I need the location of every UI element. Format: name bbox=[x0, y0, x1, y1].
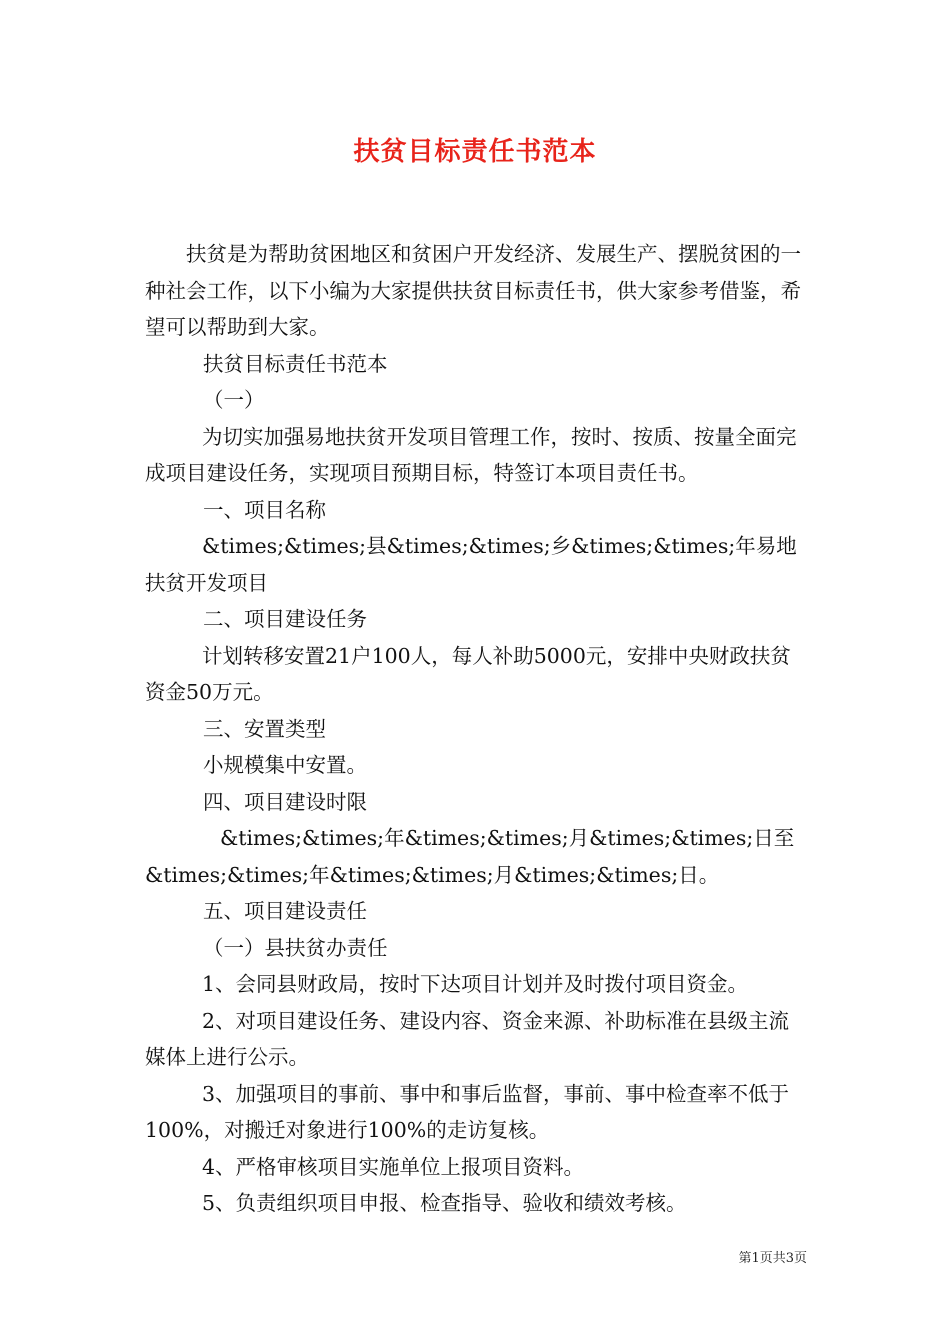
page-title: 扶贫目标责任书范本 bbox=[353, 137, 597, 167]
list-item: 1、会同县财政局，按时下达项目计划并及时拨付项目资金。 bbox=[202, 972, 749, 996]
section-heading-construction-task: 二、项目建设任务 bbox=[203, 607, 367, 631]
paragraph-purpose: 为切实加强易地扶贫开发项目管理工作，按时、按质、按量全面完成项目建设任务，实现项目预期目标，特签订本项目责任书。 bbox=[145, 424, 797, 485]
section-heading-project-name: 一、项目名称 bbox=[203, 497, 326, 522]
section-heading-county-office: （一）县扶贫办责任 bbox=[203, 935, 388, 960]
document-body bbox=[145, 236, 809, 1222]
paragraph-project-name: &times;&times;县&times;&times;乡&times;&times;年易地扶贫开发项目 bbox=[145, 534, 797, 595]
section-heading-resettlement-type: 三、安置类型 bbox=[203, 716, 326, 741]
list-item: 2、对项目建设任务、建设内容、资金来源、补助标准在县级主流媒体上进行公示。 bbox=[145, 1008, 790, 1069]
section-heading-time-limit: 四、项目建设时限 bbox=[203, 789, 367, 814]
section-heading-part-one: （一） bbox=[203, 388, 265, 412]
paragraph-resettlement-type: 小规模集中安置。 bbox=[203, 753, 367, 777]
section-heading-subtitle: 扶贫目标责任书范本 bbox=[203, 351, 388, 376]
paragraph-intro: 扶贫是为帮助贫困地区和贫困户开发经济、发展生产、摆脱贫困的一种社会工作，以下小编为大家提供扶贫目标责任书，供大家参考借鉴，希望可以帮助到大家。 bbox=[145, 242, 801, 339]
section-heading-responsibility: 五、项目建设责任 bbox=[203, 899, 367, 923]
paragraph-time-limit: &times;&times;年&times;&times;月&times;&times;日至&times;&times;年&times;&times;月&times;&times;日。 bbox=[145, 826, 795, 887]
paragraph-construction-task: 计划转移安置21户100人，每人补助5000元，安排中央财政扶贫资金50万元。 bbox=[145, 643, 791, 704]
list-item: 3、加强项目的事前、事中和事后监督，事前、事中检查率不低于100%，对搬迁对象进行100%的走访复核。 bbox=[145, 1081, 790, 1142]
list-item: 5、负责组织项目申报、检查指导、验收和绩效考核。 bbox=[202, 1191, 687, 1215]
list-item: 4、严格审核项目实施单位上报项目资料。 bbox=[202, 1154, 585, 1179]
page-number: 第1页共3页 bbox=[738, 1251, 807, 1266]
